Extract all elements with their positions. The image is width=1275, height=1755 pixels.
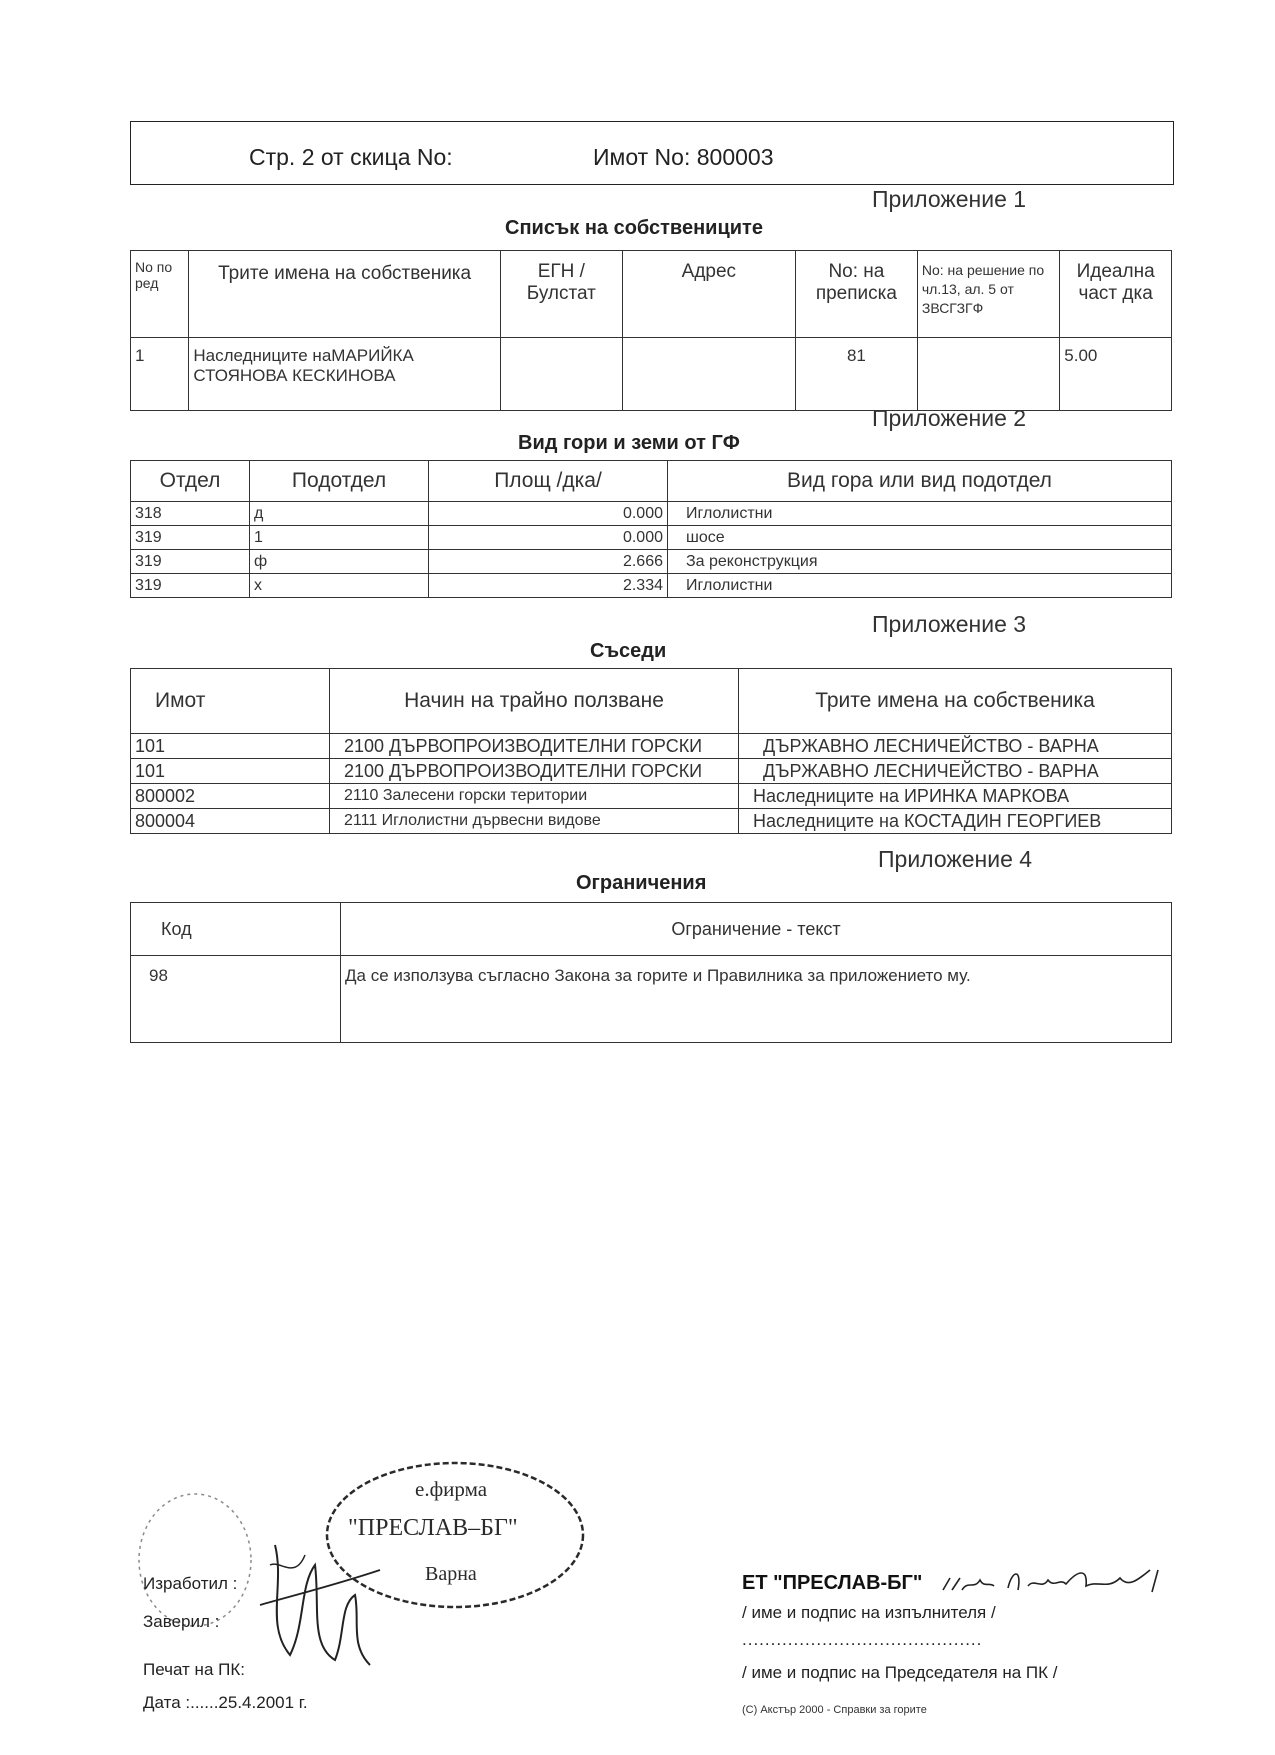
restrictions-table	[130, 902, 1172, 1043]
table-row	[131, 809, 1172, 834]
cell-decision	[917, 338, 1059, 411]
prepared-by-label: Изработил :	[143, 1574, 238, 1593]
cell-owner: Наследниците на ИРИНКА МАРКОВА	[739, 784, 1172, 809]
chair-signature-line: ..........................................	[742, 1630, 983, 1649]
firm-name: ЕТ "ПРЕСЛАВ-БГ"	[742, 1572, 923, 1594]
executor-caption: / име и подпис на изпълнителя /	[742, 1603, 996, 1622]
annex1-label: Приложение 1	[872, 186, 1027, 212]
table-row	[131, 574, 1172, 598]
cell-dept: 319	[131, 526, 250, 550]
verified-by-label: Заверил :	[143, 1612, 220, 1631]
col-no: No по ред	[131, 251, 189, 338]
cell-area: 0.000	[429, 526, 668, 550]
owners-header-row	[131, 251, 1172, 338]
chair-caption: / име и подпис на Председателя на ПК /	[742, 1663, 1058, 1682]
table-row	[131, 338, 1172, 411]
forest-header-row	[131, 461, 1172, 502]
annex4-label: Приложение 4	[878, 846, 1033, 872]
pk-stamp-label: Печат на ПК:	[143, 1660, 245, 1679]
table-row	[131, 784, 1172, 809]
stamp-line3: Варна	[425, 1563, 477, 1585]
cell-area: 2.334	[429, 574, 668, 598]
col-type: Вид гора или вид подотдел	[668, 461, 1172, 502]
col-owner: Трите имена на собственика	[739, 669, 1172, 734]
table-row	[131, 550, 1172, 574]
owners-table	[130, 250, 1172, 411]
cell-type: Иглолистни	[668, 502, 1172, 526]
col-code: Код	[131, 903, 341, 956]
cell-subdept: д	[250, 502, 429, 526]
col-restriction-text: Ограничение - текст	[341, 903, 1172, 956]
cell-property: 101	[131, 759, 330, 784]
annex4-title: Ограничения	[576, 872, 707, 894]
table-row	[131, 502, 1172, 526]
col-area: Площ /дка/	[429, 461, 668, 502]
stamp-line1: е.фирма	[415, 1477, 488, 1501]
col-egn: ЕГН / Булстат	[500, 251, 622, 338]
col-subdept: Подотдел	[250, 461, 429, 502]
cell-no: 1	[131, 338, 189, 411]
cell-type: За реконструкция	[668, 550, 1172, 574]
header-box	[130, 121, 1174, 185]
restrictions-header-row	[131, 903, 1172, 956]
copyright-text: (С) Акстър 2000 - Справки за горите	[742, 1704, 927, 1716]
col-name: Трите имена на собственика	[189, 251, 500, 338]
property-label: Имот No: 800003	[593, 144, 774, 170]
cell-name: Наследниците наМАРИЙКА СТОЯНОВА КЕСКИНОВА	[189, 338, 500, 411]
cell-dept: 319	[131, 550, 250, 574]
table-row	[131, 956, 1172, 1043]
cell-restriction-text: Да се използува съгласно Закона за горите и Правилника за приложението му.	[341, 956, 1172, 1043]
cell-property: 800002	[131, 784, 330, 809]
cell-subdept: 1	[250, 526, 429, 550]
cell-use: 2100 ДЪРВОПРОИЗВОДИТЕЛНИ ГОРСКИ	[330, 759, 739, 784]
executor-signature-icon	[938, 1560, 1178, 1600]
cell-owner: ДЪРЖАВНО ЛЕСНИЧЕЙСТВО - ВАРНА	[739, 734, 1172, 759]
cell-egn	[500, 338, 622, 411]
annex2-title: Вид гори и земи от ГФ	[518, 432, 740, 454]
annex3-title: Съседи	[590, 640, 667, 662]
cell-subdept: ф	[250, 550, 429, 574]
cell-share: 5.00	[1060, 338, 1172, 411]
cell-use: 2100 ДЪРВОПРОИЗВОДИТЕЛНИ ГОРСКИ	[330, 734, 739, 759]
cell-dept: 319	[131, 574, 250, 598]
neighbours-table	[130, 668, 1172, 834]
cell-area: 2.666	[429, 550, 668, 574]
cell-use: 2111 Иглолистни дървесни видове	[330, 809, 739, 834]
cell-dept: 318	[131, 502, 250, 526]
col-decision: No: на решение по чл.13, ал. 5 от ЗВСГЗГФ	[917, 251, 1059, 338]
cell-code: 98	[131, 956, 341, 1043]
stamp-line2: "ПРЕСЛАВ–БГ"	[348, 1515, 518, 1541]
cell-file: 81	[795, 338, 917, 411]
cell-address	[622, 338, 795, 411]
cell-type: Иглолистни	[668, 574, 1172, 598]
date-label: Дата :......25.4.2001 г.	[143, 1693, 308, 1712]
col-dept: Отдел	[131, 461, 250, 502]
cell-owner: ДЪРЖАВНО ЛЕСНИЧЕЙСТВО - ВАРНА	[739, 759, 1172, 784]
col-use: Начин на трайно ползване	[330, 669, 739, 734]
col-file: No: на преписка	[795, 251, 917, 338]
annex3-label: Приложение 3	[872, 611, 1027, 637]
cell-use: 2110 Залесени горски територии	[330, 784, 739, 809]
table-row	[131, 734, 1172, 759]
cell-area: 0.000	[429, 502, 668, 526]
annex1-title: Списък на собствениците	[505, 217, 763, 239]
col-property: Имот	[131, 669, 330, 734]
table-row	[131, 526, 1172, 550]
annex2-label: Приложение 2	[872, 405, 1027, 431]
table-row	[131, 759, 1172, 784]
forest-table	[130, 460, 1172, 598]
signature-icon	[255, 1525, 385, 1675]
cell-property: 800004	[131, 809, 330, 834]
cell-type: шосе	[668, 526, 1172, 550]
col-address: Адрес	[622, 251, 795, 338]
cell-owner: Наследниците на КОСТАДИН ГЕОРГИЕВ	[739, 809, 1172, 834]
neighbours-header-row	[131, 669, 1172, 734]
cell-subdept: х	[250, 574, 429, 598]
col-share: Идеална част дка	[1060, 251, 1172, 338]
page-label: Стр. 2 от скица No:	[249, 144, 453, 170]
cell-property: 101	[131, 734, 330, 759]
round-seal-icon	[135, 1490, 255, 1630]
